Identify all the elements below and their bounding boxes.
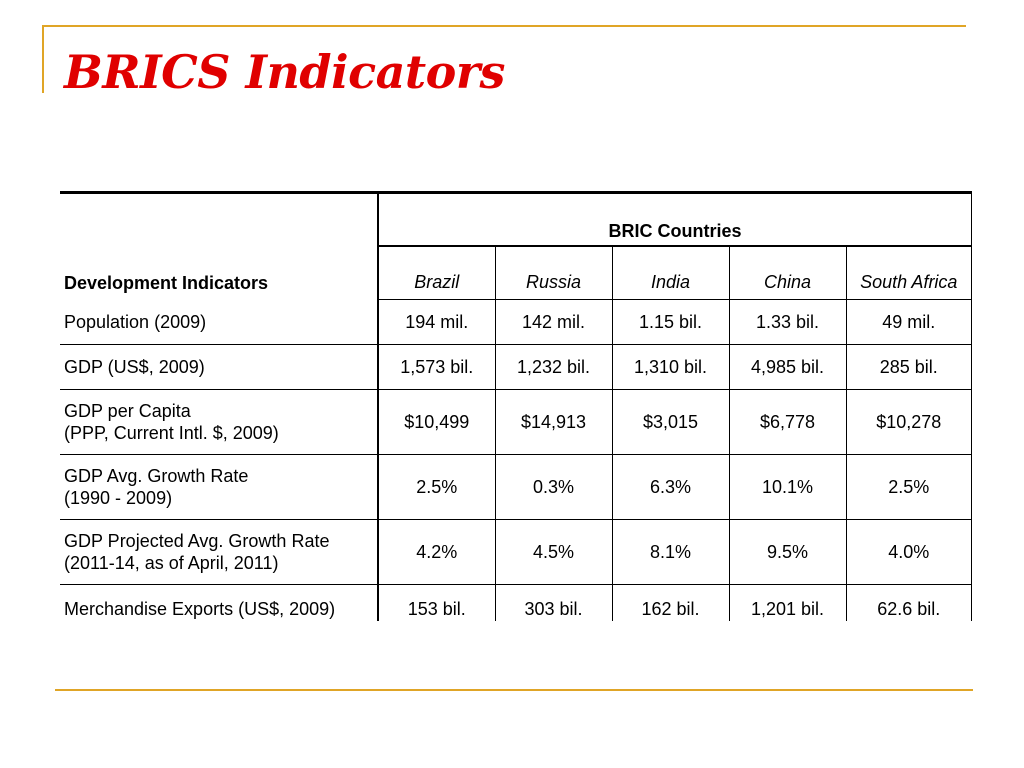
table-cell: 1.15 bil. <box>612 300 729 345</box>
table-cell: 162 bil. <box>612 585 729 622</box>
table-cell: 1,232 bil. <box>495 345 612 390</box>
header-row-group <box>60 193 972 247</box>
row-label <box>60 520 378 585</box>
column-header-country: Russia <box>495 246 612 300</box>
row-label <box>60 300 378 345</box>
table-cell: 10.1% <box>729 455 846 520</box>
table-cell: 49 mil. <box>846 300 972 345</box>
table-cell: 8.1% <box>612 520 729 585</box>
table-cell: 194 mil. <box>378 300 495 345</box>
indicators-table-container <box>60 191 972 621</box>
table-cell: 153 bil. <box>378 585 495 622</box>
table-cell: 2.5% <box>378 455 495 520</box>
table-cell: 4.2% <box>378 520 495 585</box>
row-label-line: (PPP, Current Intl. $, 2009) <box>64 423 279 443</box>
table-row <box>60 300 972 345</box>
table-cell: $10,499 <box>378 390 495 455</box>
table-cell: 2.5% <box>846 455 972 520</box>
column-header-country: China <box>729 246 846 300</box>
row-label-line: Merchandise Exports (US$, 2009) <box>64 599 336 619</box>
table-cell: 285 bil. <box>846 345 972 390</box>
row-label-line: (1990 - 2009) <box>64 488 173 508</box>
table-cell: 142 mil. <box>495 300 612 345</box>
table-cell: 1,201 bil. <box>729 585 846 622</box>
table-cell: 9.5% <box>729 520 846 585</box>
table-cell: 4.0% <box>846 520 972 585</box>
table-cell: 4.5% <box>495 520 612 585</box>
row-label <box>60 390 378 455</box>
table-cell: $10,278 <box>846 390 972 455</box>
table-cell: 62.6 bil. <box>846 585 972 622</box>
row-label-line: Population (2009) <box>64 311 207 332</box>
table-cell: 1,310 bil. <box>612 345 729 390</box>
indicators-table <box>60 191 972 621</box>
table-row <box>60 585 972 622</box>
column-header-country: South Africa <box>846 246 972 300</box>
table-row <box>60 390 972 455</box>
row-label-line: GDP per Capita <box>64 401 191 421</box>
row-label-line: (2011-14, as of April, 2011) <box>64 553 279 573</box>
table-cell: 6.3% <box>612 455 729 520</box>
row-label <box>60 455 378 520</box>
table-cell: $3,015 <box>612 390 729 455</box>
row-label-line: GDP (US$, 2009) <box>64 357 205 377</box>
row-label-line: GDP Projected Avg. Growth Rate <box>64 531 330 551</box>
table-row <box>60 455 972 520</box>
column-header-country: Brazil <box>378 246 495 300</box>
slide-title: BRICS Indicators <box>64 45 505 99</box>
column-group-header: BRIC Countries <box>378 193 972 247</box>
accent-line-left <box>42 25 44 93</box>
table-cell: 1,573 bil. <box>378 345 495 390</box>
table-cell: 1.33 bil. <box>729 300 846 345</box>
row-label-line: GDP Avg. Growth Rate <box>64 466 249 486</box>
table-cell: $6,778 <box>729 390 846 455</box>
row-label <box>60 345 378 390</box>
table-row <box>60 345 972 390</box>
column-header-indicators: Development Indicators <box>60 193 378 300</box>
table-cell: 303 bil. <box>495 585 612 622</box>
table-row <box>60 520 972 585</box>
table-cell: 4,985 bil. <box>729 345 846 390</box>
table-cell: 0.3% <box>495 455 612 520</box>
accent-line-bottom <box>55 689 973 691</box>
accent-line-top <box>42 25 966 27</box>
column-header-country: India <box>612 246 729 300</box>
table-cell: $14,913 <box>495 390 612 455</box>
row-label <box>60 585 378 622</box>
